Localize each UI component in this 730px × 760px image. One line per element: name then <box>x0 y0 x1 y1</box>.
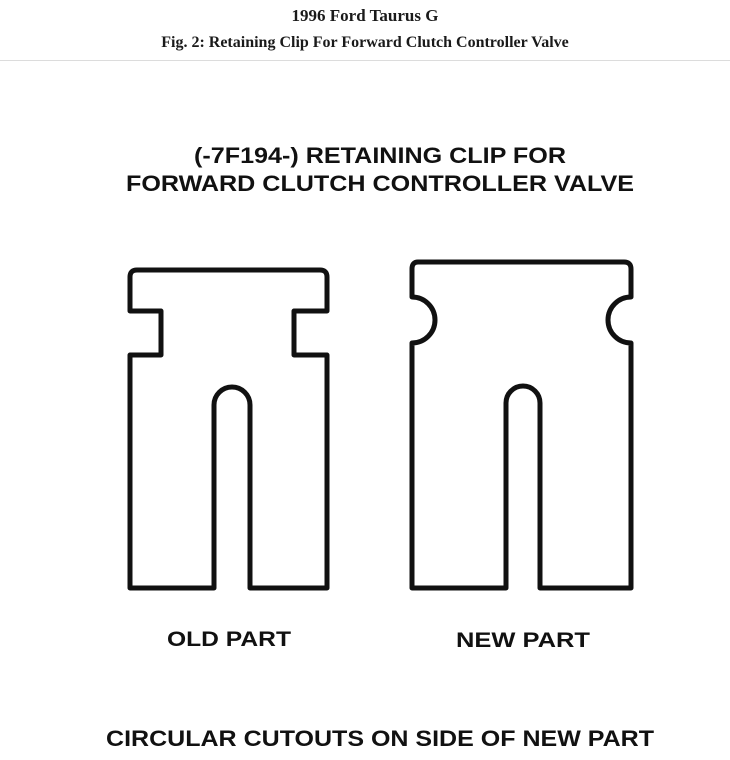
figure-caption: Fig. 2: Retaining Clip For Forward Clutch Controller Valve <box>161 34 569 51</box>
new-part-clip <box>412 262 631 588</box>
diagram-heading-line1: (-7F194-) RETAINING CLIP FOR <box>194 143 567 168</box>
old-part-label: OLD PART <box>167 628 292 651</box>
document-title: 1996 Ford Taurus G <box>291 6 439 25</box>
new-part-label: NEW PART <box>456 629 591 652</box>
old-part-clip <box>130 270 327 588</box>
cutout-note: CIRCULAR CUTOUTS ON SIDE OF NEW PART <box>106 726 655 751</box>
diagram-heading-line2: FORWARD CLUTCH CONTROLLER VALVE <box>126 171 634 196</box>
